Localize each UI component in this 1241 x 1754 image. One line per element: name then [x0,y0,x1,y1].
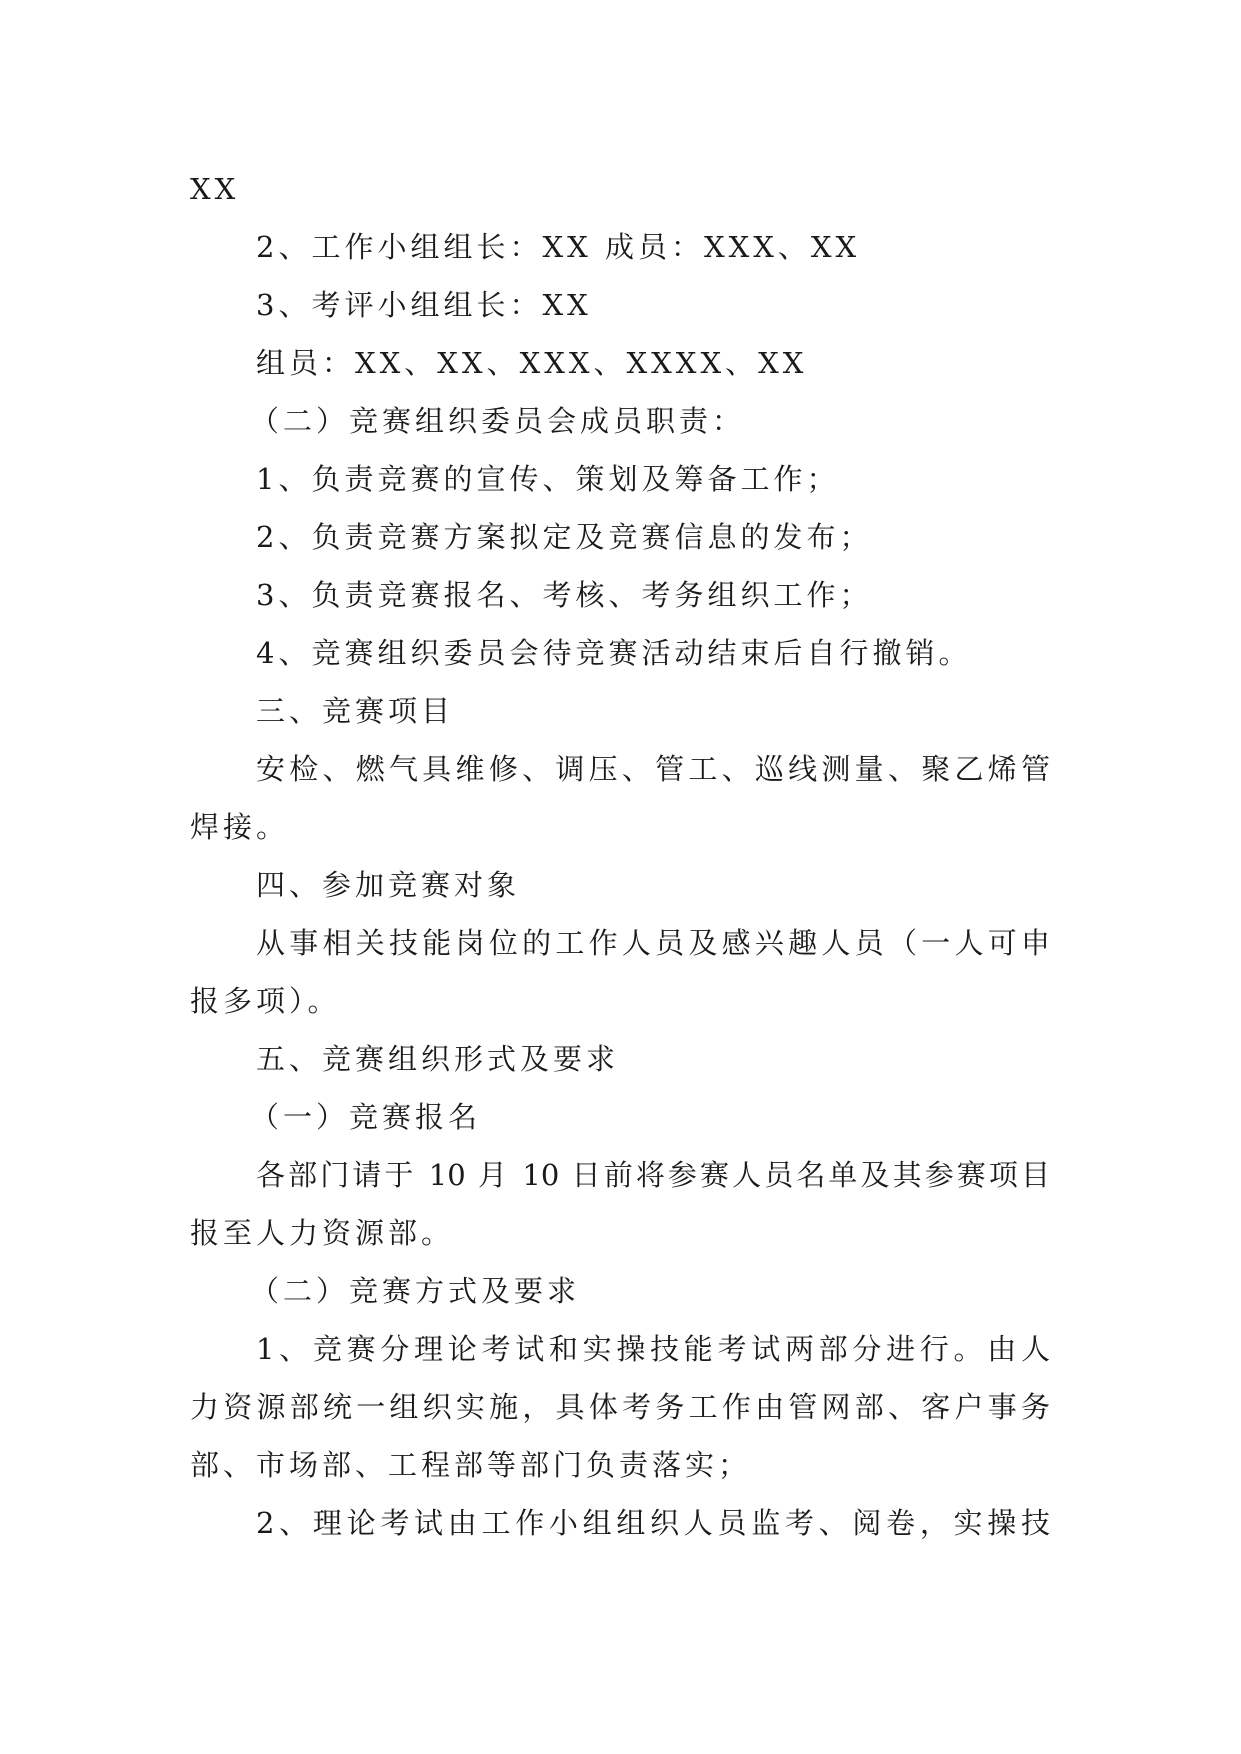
section-heading: 五、竞赛组织形式及要求 [256,1042,620,1076]
section-heading: 四、参加竞赛对象 [256,868,521,902]
text-line: 1、负责竞赛的宣传、策划及筹备工作； [256,462,840,496]
document-body [190,160,1050,1552]
text-line: 3、负责竞赛报名、考核、考务组织工作； [256,578,873,612]
text-line: 1、竞赛分理论考试和实操技能考试两部分进行。由人 [256,1332,1050,1366]
section-heading: （一）竞赛报名 [250,1100,482,1134]
text-line: 部、市场部、工程部等部门负责落实； [190,1448,752,1482]
text-line: 2、工作小组组长：XX 成员：XXX、XX [256,230,861,264]
text-line: 组员：XX、XX、XXX、XXXX、XX [256,346,808,380]
section-heading: （二）竞赛组织委员会成员职责： [250,404,746,438]
text-line: 各部门请于 10 月 10 日前将参赛人员名单及其参赛项目 [256,1158,1050,1192]
text-line: 2、理论考试由工作小组组织人员监考、阅卷，实操技 [256,1506,1050,1540]
text-line: 焊接。 [190,810,290,844]
text-line: 2、负责竞赛方案拟定及竞赛信息的发布； [256,520,873,554]
text-line: 4、竞赛组织委员会待竞赛活动结束后自行撤销。 [256,636,972,670]
text-line: 安检、燃气具维修、调压、管工、巡线测量、聚乙烯管 [256,752,1050,786]
text-line: XX [190,172,240,206]
text-line: 报至人力资源部。 [190,1216,455,1250]
section-heading: （二）竞赛方式及要求 [250,1274,581,1308]
text-line: 报多项）。 [190,984,341,1018]
text-line: 力资源部统一组织实施，具体考务工作由管网部、客户事务 [190,1390,1050,1424]
text-line: 3、考评小组组长：XX [256,288,592,322]
section-heading: 三、竞赛项目 [256,694,455,728]
text-line: 从事相关技能岗位的工作人员及感兴趣人员（一人可申 [256,926,1050,960]
